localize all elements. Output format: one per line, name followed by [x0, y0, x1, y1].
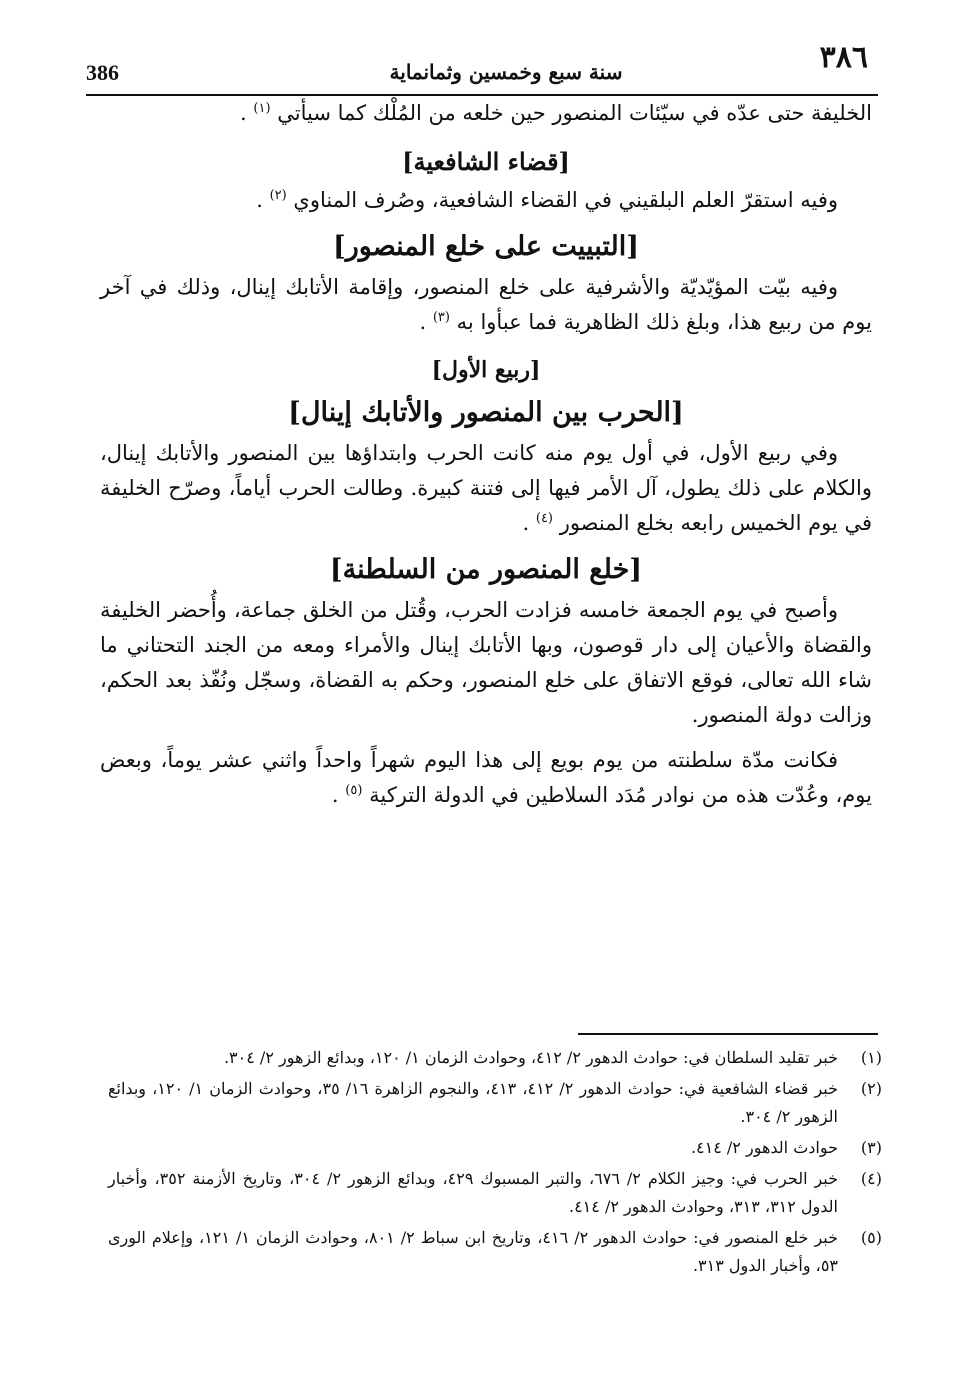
footnote-ref-2: (٢)	[269, 188, 287, 203]
paragraph-end: .	[331, 783, 339, 807]
paragraph-end: .	[522, 511, 530, 535]
page-header	[86, 40, 878, 92]
footnote	[108, 1165, 882, 1221]
paragraph-continuation	[100, 96, 872, 131]
footnote-number: (٢)	[860, 1079, 882, 1098]
paragraph-end: .	[240, 101, 247, 125]
page-number-latin: 386	[86, 60, 119, 85]
footnote-text: خبر خلع المنصور في: حوادث الدهور ٢/ ٤١٦، وتاريخ ابن سباط ٢/ ٨٠١، وحوادث الزمان ١/ ١٢١، وإعلام الورى ٥٣، وأخبار الدول ٣١٣.	[108, 1228, 838, 1275]
footnote-separator	[578, 1033, 878, 1035]
footnote-text: حوادث الدهور ٢/ ٤١٤.	[690, 1138, 838, 1157]
paragraph-text: الخليفة حتى عدّه في سيّئات المنصور حين خلعه من المُلْك كما سيأتي	[277, 101, 872, 125]
paragraph-text: فكانت مدّة سلطنته من يوم بويع إلى هذا اليوم شهراً واحداً واثني عشر يوماً، وبعض يوم، وعُدّت هذه من نوادر مُدَد السلاطين في الدولة التركية	[100, 748, 872, 807]
footnote-ref-1: (١)	[253, 101, 271, 116]
footnote	[108, 1134, 882, 1162]
footnote-number: (١)	[860, 1048, 882, 1067]
paragraph-end: .	[256, 188, 263, 212]
section-heading: [التبييت على خلع المنصور]	[332, 231, 640, 262]
section-heading: [قضاء الشافعية]	[402, 147, 570, 176]
page-number-arabic: ٣٨٦	[819, 40, 868, 75]
month-heading: [ربيع الأول]	[431, 357, 541, 383]
section-heading: [الحرب بين المنصور والأتابك إينال]	[288, 397, 684, 428]
paragraph	[100, 743, 872, 813]
footnote	[108, 1044, 882, 1072]
paragraph-text: وأصبح في يوم الجمعة خامسه فزادت الحرب، وقُتل من الخلق جماعة، وأُحضر الخليفة والقضاة والأعيان إلى دار قوصون، وبها الأتابك إينال والأمراء ومعه من الجند التحتاني ما شاء الله تعالى، فوقع الاتفاق على خلع المنصور، وحكم به القضاة، وسجّل ونُفّذ بعد الحكم، وزالت دولة المنصور.	[100, 598, 872, 727]
footnote-text: خبر قضاء الشافعية في: حوادث الدهور ٢/ ٤١٢، ٤١٣، والنجوم الزاهرة ١٦/ ٣٥، وحوادث الزمان ١/ ١٢٠، وبدائع الزهور ٢/ ٣٠٤.	[108, 1079, 838, 1126]
paragraph	[100, 593, 872, 733]
footnote-number: (٥)	[860, 1228, 882, 1247]
paragraph-text: وفيه استقرّ العلم البلقيني في القضاء الشافعية، وصُرف المناوي	[293, 188, 838, 212]
footnote-ref-3: (٣)	[432, 310, 450, 325]
footnotes	[108, 1044, 882, 1283]
footnote-text: خبر الحرب في: وجيز الكلام ٢/ ٦٧٦، والتبر المسبوك ٤٢٩، وبدائع الزهور ٢/ ٣٠٤، وتاريخ الأزمنة ٣٥٢، وأخبار الدول ٣١٢، ٣١٣، وحوادث الدهور ٢/ ٤١٤.	[108, 1169, 839, 1216]
section-heading: [خلع المنصور من السلطنة]	[329, 554, 643, 585]
footnote	[108, 1075, 882, 1131]
paragraph	[100, 270, 872, 340]
running-title: سنة سبع وخمسين وثمانماية	[389, 60, 623, 84]
footnote-text: خبر تقليد السلطان في: حوادث الدهور ٢/ ٤١٢، وحوادث الزمان ١/ ١٢٠، وبدائع الزهور ٢/ ٣٠٤.	[223, 1048, 838, 1067]
footnote	[108, 1224, 882, 1280]
footnote-ref-5: (٥)	[345, 783, 363, 798]
footnote-number: (٤)	[860, 1169, 882, 1188]
footnote-number: (٣)	[860, 1138, 882, 1157]
paragraph	[100, 436, 872, 541]
paragraph	[100, 183, 872, 218]
footnote-ref-4: (٤)	[535, 511, 553, 526]
paragraph-end: .	[419, 310, 427, 334]
paragraph-text: وفيه بيّت المؤيّديّة والأشرفية على خلع المنصور، وإقامة الأتابك إينال، وذلك في آخر يوم من ربيع هذا، وبلغ ذلك الظاهرية فما عبأوا به	[100, 275, 872, 334]
main-text	[100, 96, 872, 813]
paragraph-text: وفي ربيع الأول، في أول يوم منه كانت الحرب وابتداؤها بين المنصور والأتابك إينال، والكلام على ذلك يطول، آل الأمر فيها إلى فتنة كبيرة. وطالت الحرب أياماً، وصرّح الخليفة في يوم الخميس رابعه بخلع المنصور	[100, 441, 872, 535]
